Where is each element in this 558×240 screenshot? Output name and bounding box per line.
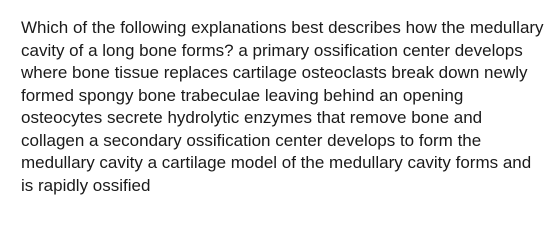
question-text: Which of the following explanations best describes how the medullary cavity of a long bone forms? a primary ossification center develops where bone tissue replaces cartilage osteoclasts break down newly formed spongy bone trabeculae leaving behind an opening osteocytes secrete hydrolytic enzymes that remove bone and collagen a secondary ossification center develops to form the medullary cavity a cartilage model of the medullary cavity forms and is rapidly ossified xyxy=(21,18,544,195)
